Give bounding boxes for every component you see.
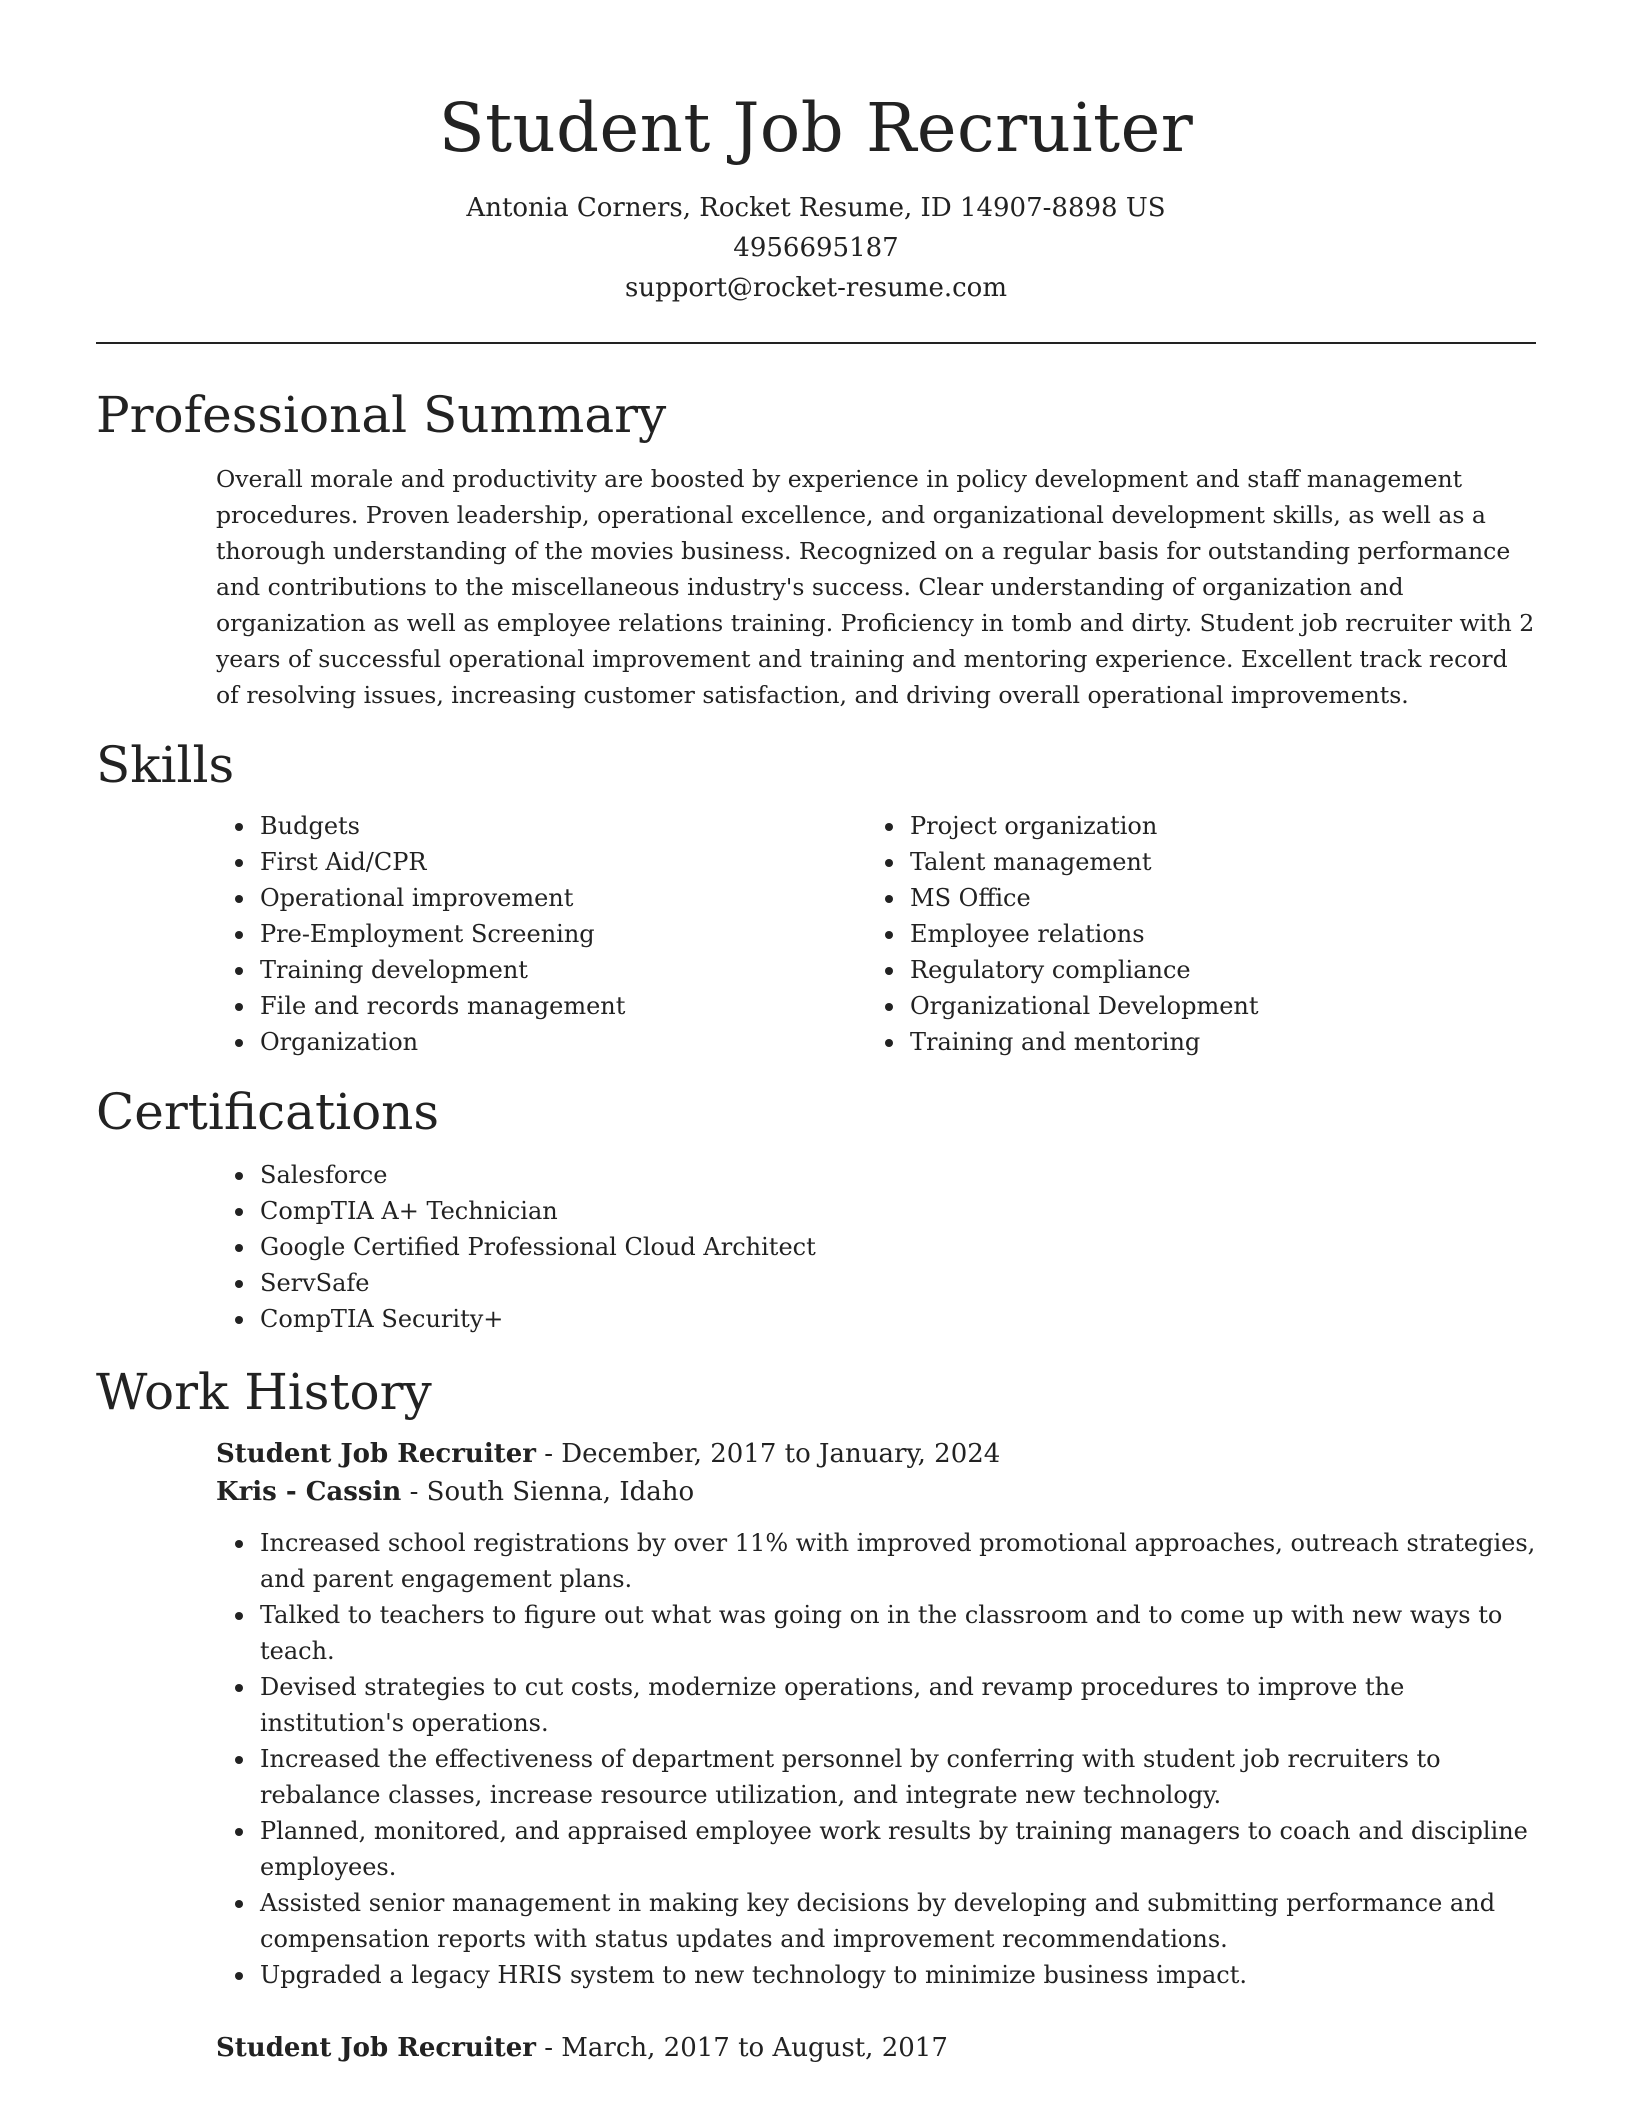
job-bullet: Assisted senior management in making key decisions by developing and submitting performance and compensation reports with status updates and improvement recommendations. [216,1885,1536,1957]
skill-item: Organization [216,1024,866,1060]
job-entry [216,2029,1536,2067]
skills-list [216,808,1536,1060]
job-bullet: Devised strategies to cut costs, modernize operations, and revamp procedures to improve the institution's operations. [216,1669,1536,1741]
certification-item: ServSafe [216,1265,1536,1301]
job-responsibilities [96,1525,1536,1993]
job-dates: - December, 2017 to January, 2024 [535,1439,1001,1469]
certifications-list [216,1157,1536,1337]
skills-heading: Skills [96,736,235,794]
skill-item: Project organization [866,808,1516,844]
contact-email: support@rocket-resume.com [624,273,1007,303]
certifications-heading: Certifications [96,1083,440,1141]
job-entry [216,1435,1536,1993]
skill-item: First Aid/CPR [216,844,866,880]
job-dates: - March, 2017 to August, 2017 [535,2033,948,2063]
job-role: Student Job Recruiter [216,2033,536,2063]
skills-column-right [866,808,1516,1060]
job-title-line [216,2029,1536,2067]
contact-address: Antonia Corners, Rocket Resume, ID 14907-8898 US [466,193,1166,223]
skill-item: Training and mentoring [866,1024,1516,1060]
job-bullet: Increased school registrations by over 11% with improved promotional approaches, outreach strategies, and parent engagement plans. [216,1525,1536,1597]
job-title-line [216,1435,1536,1473]
skill-item: Training development [216,952,866,988]
resume-page [96,0,1536,2067]
contact-block [96,188,1536,308]
skills-column-left [216,808,866,1060]
skill-item: Employee relations [866,916,1516,952]
skill-item: Organizational Development [866,988,1516,1024]
certification-item: CompTIA A+ Technician [216,1193,1536,1229]
certification-item: Google Certified Professional Cloud Architect [216,1229,1536,1265]
job-company: Kris - Cassin [216,1477,402,1507]
contact-phone: 4956695187 [733,233,899,263]
job-role: Student Job Recruiter [216,1439,536,1469]
skill-item: Regulatory compliance [866,952,1516,988]
summary-heading: Professional Summary [96,386,667,444]
summary-text: Overall morale and productivity are boosted by experience in policy development and staff management procedures. Proven leadership, operational excellence, and organizational development skills, as well as a thorough understanding of the movies business. Recognized on a regular basis for outstanding performance and contributions to the miscellaneous industry's success. Clear understanding of organization and organization as well as employee relations training. Proficiency in tomb and dirty. Student job recruiter with 2 years of successful operational improvement and training and mentoring experience. Excellent track record of resolving issues, increasing customer satisfaction, and driving overall operational improvements. [216,465,1535,709]
resume-title: Student Job Recruiter [438,89,1194,167]
certification-item: Salesforce [216,1157,1536,1193]
job-bullet: Increased the effectiveness of department personnel by conferring with student job recruiters to rebalance classes, increase resource utilization, and integrate new technology. [216,1741,1536,1813]
skill-item: Pre-Employment Screening [216,916,866,952]
header-divider [96,342,1536,344]
skill-item: Talent management [866,844,1516,880]
job-bullet: Planned, monitored, and appraised employee work results by training managers to coach and discipline employees. [216,1813,1536,1885]
certification-item: CompTIA Security+ [216,1301,1536,1337]
job-location: - South Sienna, Idaho [401,1477,695,1507]
skill-item: MS Office [866,880,1516,916]
skill-item: Budgets [216,808,866,844]
job-bullet: Upgraded a legacy HRIS system to new technology to minimize business impact. [216,1957,1536,1993]
job-bullet: Talked to teachers to figure out what was going on in the classroom and to come up with new ways to teach. [216,1597,1536,1669]
skill-item: Operational improvement [216,880,866,916]
work-history-heading: Work History [96,1363,432,1421]
skill-item: File and records management [216,988,866,1024]
job-company-line [216,1473,1536,1511]
